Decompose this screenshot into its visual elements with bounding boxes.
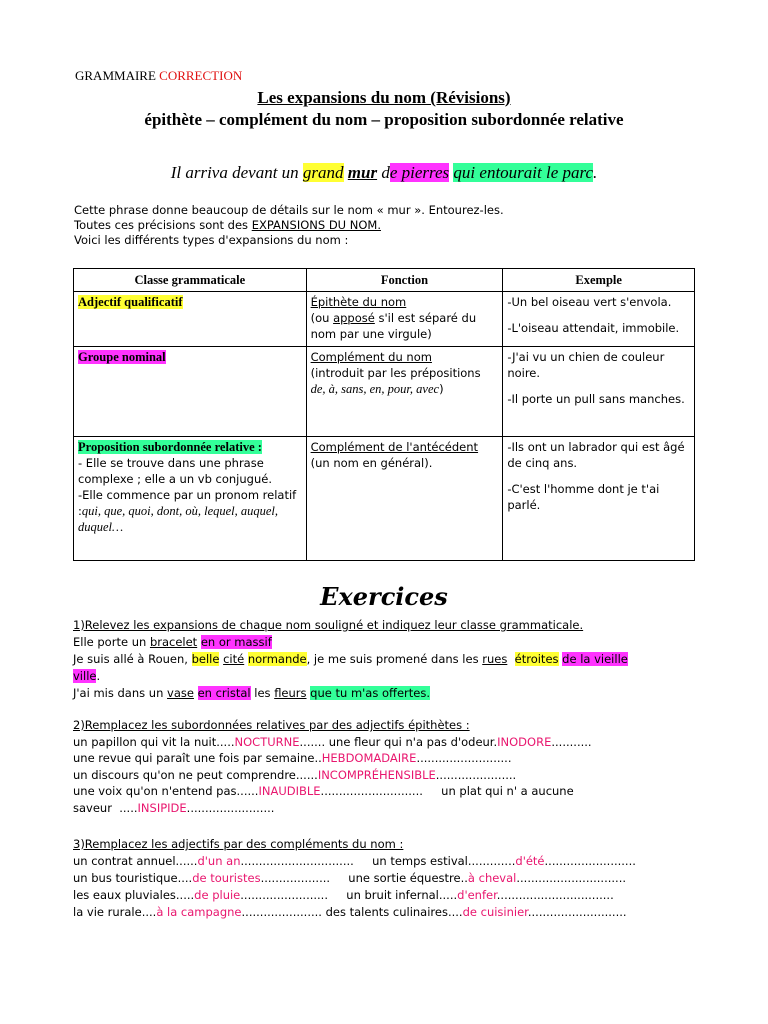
example-end: .	[593, 163, 598, 182]
ex-noun: bracelet	[149, 635, 198, 649]
ex-expansion: ville	[73, 669, 97, 683]
ex-answer: à cheval	[467, 871, 517, 885]
exercise-2-line	[73, 734, 592, 751]
ex-text: ....... une fleur qui n'a pas d'odeur.	[299, 734, 498, 749]
exercise-1-title: 1)Relevez les expansions de chaque nom souligné et indiquez leur classe grammaticale.	[73, 618, 584, 632]
ex-expansion: en or massif	[200, 635, 272, 649]
intro-expansions: EXPANSIONS DU NOM.	[251, 218, 381, 232]
ex-text: ...........................	[527, 905, 627, 919]
table-cell	[74, 292, 307, 347]
table-row	[74, 347, 695, 437]
exercise-3-title: 3)Remplacez les adjectifs par des compléments du nom :	[73, 837, 404, 851]
ex-expansion: que tu m'as offertes.	[310, 686, 430, 700]
page-title: Les expansions du nom (Révisions)	[257, 88, 511, 107]
exercise-2	[73, 717, 592, 816]
ex-text: ...........	[551, 734, 592, 749]
classe-groupe-nominal: Groupe nominal	[78, 350, 166, 364]
fonction-complement: Complément du nom	[310, 350, 432, 364]
ex-text: , je me suis promené dans les	[306, 652, 483, 666]
relative-desc: -Elle commence par un pronom relatif :	[78, 488, 297, 518]
fonction-text: (ou	[310, 311, 334, 325]
table-cell	[503, 437, 695, 561]
fonction-text: (un nom en général).	[310, 456, 433, 470]
table-cell	[503, 292, 695, 347]
table-row	[74, 292, 695, 347]
ex-text: .........................	[544, 854, 636, 868]
exercise-2-title: 2)Remplacez les subordonnées relatives par des adjectifs épithètes :	[73, 718, 470, 732]
ex-noun: vase	[167, 686, 194, 700]
header	[75, 68, 242, 84]
exercise-1-line	[73, 668, 628, 685]
ex-expansion: normande	[247, 652, 307, 666]
exercise-3-line	[73, 853, 636, 870]
table-header-cell: Classe grammaticale	[74, 269, 307, 292]
exercise-2-line	[73, 750, 592, 767]
exemple-text: -Il porte un pull sans manches.	[507, 392, 685, 406]
intro-line-2	[74, 218, 504, 233]
example-grand: grand	[302, 163, 344, 182]
exercise-3	[73, 836, 636, 921]
ex-text: .	[96, 669, 101, 683]
ex-noun: rues	[482, 652, 508, 666]
exercise-3-line	[73, 887, 636, 904]
ex-text: un discours qu'on ne peut comprendre......	[73, 767, 318, 782]
ex-text: ............................... un temps estival.............	[240, 854, 516, 868]
intro-line-2-text: Toutes ces précisions sont des	[74, 218, 252, 232]
ex-text: ........................ un bruit infernal.....	[240, 888, 458, 902]
exemple-text: -C'est l'homme dont je t'ai parlé.	[507, 482, 660, 512]
grammar-table	[73, 268, 695, 561]
fonction-appose: apposé	[333, 311, 375, 325]
exercise-1-line	[73, 651, 628, 668]
example-de-pierres: e pierres	[389, 163, 450, 182]
ex-text: ........................	[186, 800, 275, 815]
ex-text: une voix qu'on n'entend pas......	[73, 784, 259, 798]
table-header-row	[74, 269, 695, 292]
ex-expansion: étroites	[514, 652, 559, 666]
table-cell	[306, 292, 503, 347]
classe-relative: Proposition subordonnée relative :	[78, 440, 262, 454]
ex-answer: INODORE	[497, 734, 552, 749]
ex-answer: HEBDOMADAIRE	[321, 751, 417, 765]
ex-answer: INCOMPRÉHENSIBLE	[317, 767, 436, 782]
ex-text: ................... une sortie équestre..	[260, 871, 468, 885]
exercise-1-line	[73, 685, 628, 702]
table-row	[74, 437, 695, 561]
exercices-title: Exercices	[320, 582, 448, 611]
fonction-text: s'il est séparé du nom par une virgule)	[310, 311, 477, 341]
ex-text: ...................... des talents culinaires....	[241, 905, 463, 919]
fonction-text: )	[439, 382, 444, 396]
table-cell	[503, 347, 695, 437]
ex-text: les	[250, 686, 275, 700]
table-header-cell: Exemple	[503, 269, 695, 292]
ex-text: la vie rurale....	[73, 905, 157, 919]
ex-text: ................................	[496, 888, 614, 902]
header-label: GRAMMAIRE	[75, 68, 156, 83]
exercise-1	[73, 617, 628, 702]
ex-text: un bus touristique....	[73, 871, 193, 885]
ex-text: une revue qui paraît une fois par semaine..	[73, 751, 322, 765]
ex-noun: fleurs	[274, 686, 307, 700]
fonction-epithete: Épithète du nom	[310, 295, 407, 309]
ex-answer: NOCTURNE	[234, 734, 300, 749]
ex-answer: d'enfer	[457, 888, 497, 902]
ex-text: un contrat annuel......	[73, 854, 198, 868]
exercise-2-line	[73, 783, 592, 800]
relative-desc: - Elle se trouve dans une phrase complexe ; elle a un vb conjugué.	[78, 456, 272, 486]
example-d: d	[381, 163, 390, 182]
ex-answer: de cuisinier	[462, 905, 528, 919]
ex-answer: de touristes	[192, 871, 261, 885]
ex-text: ..............................	[516, 871, 627, 885]
table-cell	[306, 347, 503, 437]
ex-text: J'ai mis dans un	[73, 686, 168, 700]
ex-answer: INAUDIBLE	[258, 784, 321, 798]
ex-expansion: belle	[191, 652, 220, 666]
intro-text	[74, 203, 504, 248]
ex-answer: d'été	[515, 854, 545, 868]
ex-text: un papillon qui vit la nuit.....	[73, 734, 235, 749]
ex-text: ..........................	[416, 751, 512, 765]
example-start: Il arriva devant un	[170, 163, 303, 182]
example-mur: mur	[347, 163, 378, 182]
exemple-text: -Un bel oiseau vert s'envola.	[507, 295, 672, 309]
table-cell	[306, 437, 503, 561]
table-header-cell: Fonction	[306, 269, 503, 292]
exemple-text: -Ils ont un labrador qui est âgé de cinq ans.	[507, 440, 685, 470]
exercise-3-line	[73, 870, 636, 887]
ex-text	[507, 652, 514, 666]
example-sentence	[0, 163, 768, 183]
ex-text: les eaux pluviales.....	[73, 888, 195, 902]
ex-text: ............................ un plat qui n' a aucune	[320, 784, 574, 798]
header-correction: CORRECTION	[159, 68, 243, 83]
ex-text: ......................	[435, 767, 517, 782]
ex-text: Je suis allé à Rouen,	[73, 652, 192, 666]
exemple-text: -J'ai vu un chien de couleur noire.	[507, 350, 665, 380]
exercise-1-line	[73, 634, 628, 651]
ex-answer: à la campagne	[156, 905, 242, 919]
page-subtitle: épithète – complément du nom – proposition subordonnée relative	[144, 110, 624, 129]
ex-expansion: en cristal	[197, 686, 251, 700]
example-relative: qui entourait le parc	[453, 163, 594, 182]
intro-line-1: Cette phrase donne beaucoup de détails sur le nom « mur ». Entourez-les.	[74, 203, 504, 217]
ex-text: saveur .....	[73, 800, 138, 815]
pronoms-relatifs: qui, que, quoi, dont, où, lequel, auquel, duquel…	[78, 504, 279, 534]
classe-adjectif: Adjectif qualificatif	[78, 295, 183, 309]
table-cell	[74, 437, 307, 561]
ex-answer: de pluie	[194, 888, 241, 902]
ex-noun: cité	[223, 652, 245, 666]
ex-text: Elle porte un	[73, 635, 150, 649]
fonction-text: (introduit par les prépositions	[310, 366, 481, 380]
fonction-antecedent: Complément de l'antécédent	[310, 440, 479, 454]
intro-line-3: Voici les différents types d'expansions du nom :	[74, 233, 349, 247]
table-cell	[74, 347, 307, 437]
exemple-text: -L'oiseau attendait, immobile.	[507, 321, 680, 335]
ex-answer: INSIPIDE	[137, 800, 187, 815]
exercise-2-line	[73, 800, 592, 817]
exercise-2-line	[73, 767, 592, 784]
exercise-3-line	[73, 904, 636, 921]
ex-answer: d'un an	[197, 854, 241, 868]
prepositions: de, à, sans, en, pour, avec	[310, 382, 440, 396]
ex-expansion: de la vieille	[562, 652, 628, 666]
